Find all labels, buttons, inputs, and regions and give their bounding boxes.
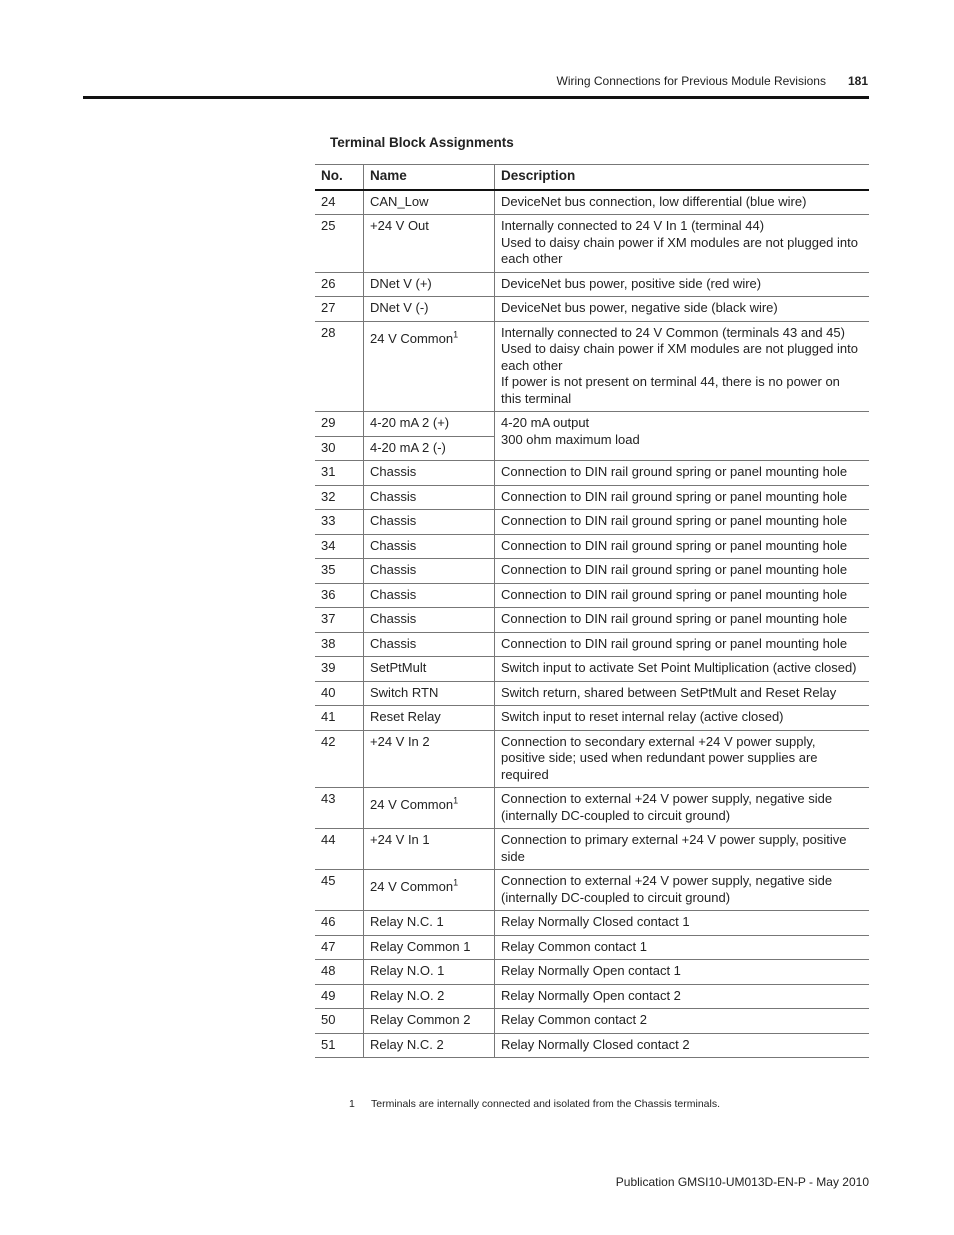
terminal-name-cell — [364, 870, 495, 911]
terminal-name: +24 V In 2 — [370, 733, 430, 749]
terminal-description-cell — [495, 870, 870, 911]
description-line: Relay Normally Closed contact 1 — [501, 914, 690, 929]
description-line: DeviceNet bus power, positive side (red wire) — [501, 275, 762, 291]
terminal-name-cell — [364, 510, 495, 535]
terminal-name-cell — [364, 788, 495, 829]
terminal-description-cell — [495, 534, 870, 559]
terminal-description-cell — [495, 559, 870, 584]
terminal-name-cell — [364, 657, 495, 682]
terminal-number-cell: 40 — [315, 681, 364, 706]
terminal-description-cell — [495, 272, 870, 297]
terminal-description-cell — [495, 730, 870, 788]
terminal-name: Chassis — [370, 635, 417, 651]
terminal-name-cell — [364, 485, 495, 510]
table-row — [315, 485, 869, 510]
terminal-name-cell — [364, 1009, 495, 1034]
table-row — [315, 935, 869, 960]
terminal-description-cell — [495, 461, 870, 486]
table-caption: Terminal Block Assignments — [330, 135, 514, 150]
terminal-number-cell: 41 — [315, 706, 364, 731]
terminal-description-cell — [495, 297, 870, 322]
table-body — [315, 190, 869, 1058]
terminal-number-cell: 42 — [315, 730, 364, 788]
terminal-number-cell: 48 — [315, 960, 364, 985]
page-number: 181 — [847, 74, 868, 88]
table-row — [315, 788, 869, 829]
terminal-name: 24 V Common — [370, 879, 454, 894]
terminal-number-cell: 45 — [315, 870, 364, 911]
terminal-number-cell: 27 — [315, 297, 364, 322]
table-row — [315, 190, 869, 215]
terminal-block-table — [315, 164, 869, 1058]
terminal-name-cell — [364, 681, 495, 706]
description-line: Used to daisy chain power if XM modules are not plugged into each other — [501, 234, 858, 266]
description-line: Connection to external +24 V power supply, negative side (internally DC-coupled to circuit ground) — [501, 791, 833, 823]
table-row — [315, 534, 869, 559]
terminal-name: Reset Relay — [370, 709, 441, 724]
table-header-row — [315, 165, 869, 190]
terminal-name-cell — [364, 297, 495, 322]
terminal-number-cell: 51 — [315, 1033, 364, 1058]
table-row — [315, 321, 869, 412]
terminal-number-cell: 38 — [315, 632, 364, 657]
terminal-number-cell: 24 — [315, 190, 364, 215]
table-row — [315, 272, 869, 297]
terminal-description-cell — [495, 1033, 870, 1058]
terminal-number-cell: 33 — [315, 510, 364, 535]
table-row — [315, 960, 869, 985]
description-line: Connection to DIN rail ground spring or panel mounting hole — [501, 488, 848, 504]
description-line: 4-20 mA output — [501, 415, 590, 430]
table-row — [315, 461, 869, 486]
terminal-description-cell — [495, 681, 870, 706]
running-header — [0, 74, 868, 88]
terminal-name: Chassis — [370, 513, 417, 528]
terminal-name: 4-20 mA 2 (-) — [370, 439, 446, 455]
terminal-name-cell — [364, 583, 495, 608]
terminal-name: Relay Common 1 — [370, 938, 471, 954]
description-line: Switch return, shared between SetPtMult and Reset Relay — [501, 684, 837, 700]
terminal-name: +24 V Out — [370, 218, 429, 233]
terminal-name-cell — [364, 321, 495, 412]
terminal-name-cell — [364, 984, 495, 1009]
description-line: If power is not present on terminal 44, there is no power on this terminal — [501, 374, 840, 406]
terminal-description-cell — [495, 632, 870, 657]
terminal-name: 24 V Common — [370, 797, 454, 812]
table-row — [315, 657, 869, 682]
description-line: Relay Common contact 1 — [501, 938, 647, 954]
footnote-text: Terminals are internally connected and isolated from the Chassis terminals. — [371, 1098, 720, 1110]
table-row — [315, 412, 869, 437]
footnote-marker: 1 — [453, 795, 459, 806]
description-line: DeviceNet bus power, negative side (black wire) — [501, 300, 778, 315]
description-line: Connection to DIN rail ground spring or panel mounting hole — [501, 513, 848, 528]
terminal-name: Relay N.O. 2 — [370, 987, 445, 1003]
terminal-description-cell — [495, 706, 870, 731]
terminal-description-cell — [495, 984, 870, 1009]
terminal-name: Chassis — [370, 537, 417, 553]
footnote-marker: 1 — [453, 877, 459, 888]
table-row — [315, 706, 869, 731]
table-row — [315, 608, 869, 633]
terminal-description-cell — [495, 788, 870, 829]
terminal-name: Relay N.C. 2 — [370, 1036, 444, 1052]
terminal-description-cell — [495, 412, 870, 461]
terminal-name: Chassis — [370, 562, 417, 577]
description-line: Relay Normally Open contact 1 — [501, 963, 681, 978]
description-line: Relay Normally Closed contact 2 — [501, 1036, 690, 1052]
terminal-description-cell — [495, 583, 870, 608]
column-header-name: Name — [364, 165, 495, 190]
footnote-marker: 1 — [453, 329, 459, 340]
terminal-number-cell: 37 — [315, 608, 364, 633]
description-line: Used to daisy chain power if XM modules are not plugged into each other — [501, 341, 858, 373]
terminal-description-cell — [495, 935, 870, 960]
description-line: Connection to DIN rail ground spring or panel mounting hole — [501, 537, 848, 553]
table-row — [315, 1009, 869, 1034]
description-line: Connection to external +24 V power supply, negative side (internally DC-coupled to circuit ground) — [501, 873, 833, 905]
description-line: Connection to DIN rail ground spring or panel mounting hole — [501, 586, 848, 602]
description-line: Connection to DIN rail ground spring or panel mounting hole — [501, 464, 848, 479]
table-row — [315, 911, 869, 936]
terminal-name-cell — [364, 829, 495, 870]
terminal-name-cell — [364, 436, 495, 461]
table-row — [315, 297, 869, 322]
terminal-description-cell — [495, 960, 870, 985]
table-row — [315, 559, 869, 584]
publication-footer: Publication GMSI10-UM013D-EN-P - May 2010 — [615, 1175, 869, 1189]
terminal-name-cell — [364, 730, 495, 788]
column-header-no: No. — [315, 165, 364, 190]
terminal-name: 4-20 mA 2 (+) — [370, 415, 450, 430]
table-row — [315, 215, 869, 273]
terminal-name: Relay N.C. 1 — [370, 914, 444, 929]
table-row — [315, 1033, 869, 1058]
description-line: Switch input to reset internal relay (active closed) — [501, 709, 784, 724]
terminal-description-cell — [495, 911, 870, 936]
table-row — [315, 870, 869, 911]
terminal-name: DNet V (-) — [370, 300, 429, 315]
terminal-number-cell: 43 — [315, 788, 364, 829]
table-row — [315, 984, 869, 1009]
terminal-number-cell: 29 — [315, 412, 364, 437]
terminal-number-cell: 31 — [315, 461, 364, 486]
table-row — [315, 632, 869, 657]
terminal-name-cell — [364, 911, 495, 936]
terminal-name: Chassis — [370, 611, 417, 626]
description-line: Internally connected to 24 V Common (terminals 43 and 45) — [501, 324, 845, 340]
terminal-name-cell — [364, 461, 495, 486]
terminal-name: CAN_Low — [370, 193, 429, 209]
terminal-name: Relay N.O. 1 — [370, 963, 445, 978]
description-line: Connection to secondary external +24 V power supply, positive side; used when redundant power supplies are required — [501, 733, 818, 782]
terminal-description-cell — [495, 485, 870, 510]
terminal-description-cell — [495, 1009, 870, 1034]
terminal-name-cell — [364, 935, 495, 960]
header-rule — [83, 96, 869, 99]
description-line: Connection to DIN rail ground spring or panel mounting hole — [501, 635, 848, 651]
table-row — [315, 583, 869, 608]
terminal-name-cell — [364, 706, 495, 731]
terminal-name-cell — [364, 1033, 495, 1058]
terminal-number-cell: 36 — [315, 583, 364, 608]
terminal-name-cell — [364, 559, 495, 584]
terminal-number-cell: 44 — [315, 829, 364, 870]
terminal-number-cell: 32 — [315, 485, 364, 510]
terminal-name: Switch RTN — [370, 684, 439, 700]
terminal-number-cell: 46 — [315, 911, 364, 936]
table-row — [315, 510, 869, 535]
terminal-name: SetPtMult — [370, 660, 427, 675]
description-line: Internally connected to 24 V In 1 (terminal 44) — [501, 218, 765, 233]
description-line: Connection to primary external +24 V power supply, positive side — [501, 832, 847, 864]
terminal-description-cell — [495, 321, 870, 412]
terminal-name: Chassis — [370, 586, 417, 602]
description-line: Relay Common contact 2 — [501, 1012, 647, 1027]
terminal-description-cell — [495, 190, 870, 215]
terminal-description-cell — [495, 510, 870, 535]
description-line: DeviceNet bus connection, low differential (blue wire) — [501, 193, 807, 209]
terminal-name: Chassis — [370, 488, 417, 504]
terminal-name-cell — [364, 272, 495, 297]
terminal-name: +24 V In 1 — [370, 832, 430, 847]
terminal-name: DNet V (+) — [370, 275, 432, 291]
column-header-description: Description — [495, 165, 870, 190]
terminal-number-cell: 47 — [315, 935, 364, 960]
terminal-description-cell — [495, 215, 870, 273]
terminal-number-cell: 49 — [315, 984, 364, 1009]
terminal-name-cell — [364, 960, 495, 985]
terminal-name-cell — [364, 608, 495, 633]
terminal-number-cell: 25 — [315, 215, 364, 273]
section-title: Wiring Connections for Previous Module Revisions — [556, 74, 826, 88]
description-line: Connection to DIN rail ground spring or panel mounting hole — [501, 611, 848, 626]
footnote-number: 1 — [349, 1098, 355, 1110]
terminal-name: Relay Common 2 — [370, 1012, 471, 1027]
description-line: Connection to DIN rail ground spring or panel mounting hole — [501, 562, 848, 577]
terminal-number-cell: 28 — [315, 321, 364, 412]
terminal-name-cell — [364, 215, 495, 273]
terminal-number-cell: 39 — [315, 657, 364, 682]
terminal-number-cell: 30 — [315, 436, 364, 461]
terminal-name-cell — [364, 632, 495, 657]
terminal-number-cell: 34 — [315, 534, 364, 559]
description-line: Relay Normally Open contact 2 — [501, 987, 681, 1003]
terminal-name-cell — [364, 534, 495, 559]
terminal-description-cell — [495, 608, 870, 633]
table-row — [315, 681, 869, 706]
terminal-description-cell — [495, 657, 870, 682]
terminal-description-cell — [495, 829, 870, 870]
description-line: Switch input to activate Set Point Multiplication (active closed) — [501, 660, 857, 675]
terminal-number-cell: 26 — [315, 272, 364, 297]
terminal-name: Chassis — [370, 464, 417, 479]
table-row — [315, 829, 869, 870]
terminal-number-cell: 35 — [315, 559, 364, 584]
terminal-name: 24 V Common — [370, 330, 454, 346]
description-line: 300 ohm maximum load — [501, 431, 640, 447]
table-row — [315, 730, 869, 788]
footnote — [349, 1098, 720, 1110]
terminal-name-cell — [364, 412, 495, 437]
terminal-number-cell: 50 — [315, 1009, 364, 1034]
terminal-name-cell — [364, 190, 495, 215]
